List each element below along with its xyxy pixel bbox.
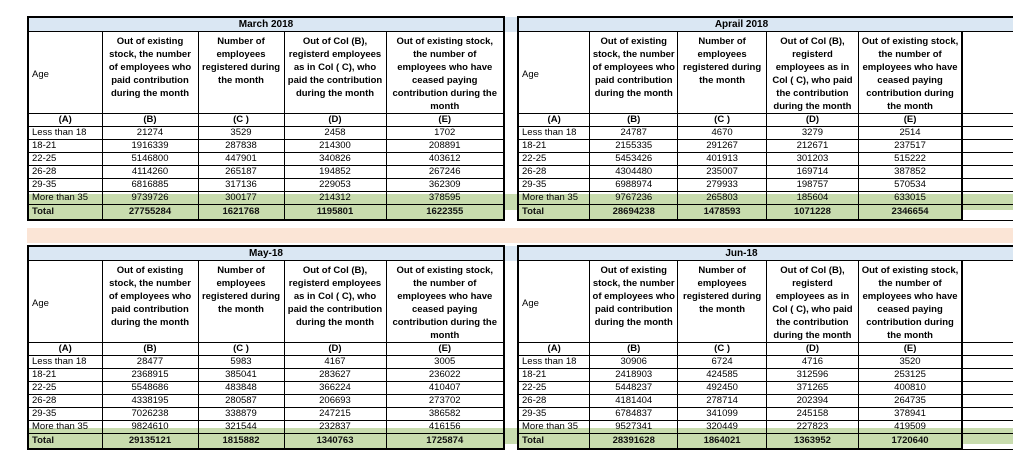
col-d-header-cell: Out of Col (B), registerd employees as in Col ( C), who paid the contribution during the month (284, 32, 386, 114)
column-letter-cell: (B) (590, 114, 678, 127)
age-group-cell: More than 35 (28, 421, 102, 434)
value-cell: 378595 (386, 192, 504, 205)
value-cell: 291267 (678, 140, 767, 153)
value-cell: 194852 (284, 166, 386, 179)
value-cell: 378941 (858, 408, 962, 421)
column-letter-cell: (E) (386, 343, 504, 356)
column-letter-cell: (E) (858, 114, 962, 127)
table-row (518, 192, 1013, 205)
value-cell: 169714 (767, 166, 859, 179)
total-value-cell: 28391628 (590, 434, 678, 450)
total-value-cell: 1071228 (767, 205, 859, 221)
value-cell: 321544 (198, 421, 284, 434)
empty-spill-cell (962, 421, 1013, 434)
age-header-cell: Age (28, 32, 102, 114)
table-row (518, 166, 1013, 179)
age-group-cell: 26-28 (28, 395, 102, 408)
total-value-cell: 27755284 (102, 205, 198, 221)
value-cell: 264735 (858, 395, 962, 408)
col-e-header-cell: Out of existing stock, the number of employees who have ceased paying contribution during the month (386, 32, 504, 114)
value-cell: 227823 (767, 421, 859, 434)
age-group-cell: 26-28 (28, 166, 102, 179)
value-cell: 212671 (767, 140, 859, 153)
value-cell: 283627 (284, 369, 386, 382)
age-group-cell: 22-25 (518, 153, 590, 166)
empty-spill-cell (962, 192, 1013, 205)
value-cell: 416156 (386, 421, 504, 434)
empty-spill-cell (962, 434, 1013, 450)
table-row (28, 395, 504, 408)
table-row (28, 421, 504, 434)
value-cell: 280587 (198, 395, 284, 408)
value-cell: 3520 (858, 356, 962, 369)
total-row (28, 434, 504, 450)
value-cell: 265803 (678, 192, 767, 205)
age-header-cell: Age (518, 261, 590, 343)
col-e-header-cell: Out of existing stock, the number of employees who have ceased paying contribution during the month (386, 261, 504, 343)
col-e-header-cell: Out of existing stock, the number of employees who have ceased paying contribution during the month (858, 32, 962, 114)
col-b-header-cell: Out of existing stock, the number of employees who paid contribution during the month (590, 261, 678, 343)
table-title-row (518, 17, 1013, 32)
total-label-cell: Total (28, 434, 102, 450)
month-table-april-2018 (517, 16, 1013, 221)
value-cell: 419509 (858, 421, 962, 434)
total-value-cell: 1622355 (386, 205, 504, 221)
table-row (518, 421, 1013, 434)
value-cell: 447901 (198, 153, 284, 166)
column-letter-row (518, 114, 1013, 127)
value-cell: 5146800 (102, 153, 198, 166)
value-cell: 4167 (284, 356, 386, 369)
value-cell: 202394 (767, 395, 859, 408)
value-cell: 515222 (858, 153, 962, 166)
value-cell: 4114260 (102, 166, 198, 179)
table-title-row (518, 246, 1013, 261)
table-row (28, 179, 504, 192)
value-cell: 366224 (284, 382, 386, 395)
value-cell: 1916339 (102, 140, 198, 153)
empty-spill-cell (962, 408, 1013, 421)
column-header-row (28, 32, 504, 114)
value-cell: 279933 (678, 179, 767, 192)
age-group-cell: 29-35 (28, 179, 102, 192)
column-letter-cell: (A) (518, 114, 590, 127)
total-value-cell: 1195801 (284, 205, 386, 221)
value-cell: 6784837 (590, 408, 678, 421)
value-cell: 235007 (678, 166, 767, 179)
empty-spill-cell (962, 343, 1013, 356)
value-cell: 4716 (767, 356, 859, 369)
value-cell: 267246 (386, 166, 504, 179)
table-row (518, 395, 1013, 408)
table-title: Aprail 2018 (518, 17, 1013, 32)
value-cell: 312596 (767, 369, 859, 382)
table-row (28, 369, 504, 382)
value-cell: 320449 (678, 421, 767, 434)
column-letter-cell: (B) (102, 114, 198, 127)
value-cell: 317136 (198, 179, 284, 192)
age-group-cell: 29-35 (28, 408, 102, 421)
value-cell: 245158 (767, 408, 859, 421)
table-row (518, 408, 1013, 421)
value-cell: 362309 (386, 179, 504, 192)
value-cell: 5448237 (590, 382, 678, 395)
age-header-cell: Age (518, 32, 590, 114)
month-table-march-2018 (27, 16, 505, 221)
empty-spill-cell (962, 127, 1013, 140)
value-cell: 338879 (198, 408, 284, 421)
value-cell: 3279 (767, 127, 859, 140)
age-group-cell: 29-35 (518, 408, 590, 421)
col-c-header-cell: Number of employees registered during the month (678, 261, 767, 343)
value-cell: 633015 (858, 192, 962, 205)
total-value-cell: 2346654 (858, 205, 962, 221)
empty-spill-cell (962, 382, 1013, 395)
table-row (28, 127, 504, 140)
total-label-cell: Total (28, 205, 102, 221)
value-cell: 3005 (386, 356, 504, 369)
column-letter-row (518, 343, 1013, 356)
value-cell: 6816885 (102, 179, 198, 192)
age-group-cell: 26-28 (518, 166, 590, 179)
total-value-cell: 1363952 (767, 434, 859, 450)
value-cell: 198757 (767, 179, 859, 192)
value-cell: 6724 (678, 356, 767, 369)
value-cell: 247215 (284, 408, 386, 421)
month-table-may-2018 (27, 245, 505, 450)
month-table-june-2018 (517, 245, 1013, 450)
column-letter-cell: (A) (518, 343, 590, 356)
table-row (28, 356, 504, 369)
value-cell: 4338195 (102, 395, 198, 408)
total-value-cell: 29135121 (102, 434, 198, 450)
col-c-header-cell: Number of employees registered during the month (198, 32, 284, 114)
age-group-cell: 22-25 (28, 382, 102, 395)
value-cell: 214300 (284, 140, 386, 153)
column-letter-cell: (A) (28, 343, 102, 356)
value-cell: 208891 (386, 140, 504, 153)
col-c-header-cell: Number of employees registered during the month (678, 32, 767, 114)
value-cell: 206693 (284, 395, 386, 408)
empty-spill-cell (962, 140, 1013, 153)
total-value-cell: 1478593 (678, 205, 767, 221)
age-group-cell: 18-21 (28, 369, 102, 382)
table-row (28, 166, 504, 179)
table-row (518, 369, 1013, 382)
value-cell: 341099 (678, 408, 767, 421)
separator-band (27, 228, 1013, 243)
value-cell: 4304480 (590, 166, 678, 179)
value-cell: 229053 (284, 179, 386, 192)
column-letter-cell: (D) (767, 114, 859, 127)
table-row (518, 382, 1013, 395)
value-cell: 3529 (198, 127, 284, 140)
empty-spill-cell (962, 205, 1013, 221)
column-letter-cell: (C ) (198, 114, 284, 127)
table-title: Jun-18 (518, 246, 1013, 261)
table-row (28, 140, 504, 153)
table-title: March 2018 (28, 17, 504, 32)
value-cell: 400810 (858, 382, 962, 395)
total-value-cell: 1621768 (198, 205, 284, 221)
value-cell: 185604 (767, 192, 859, 205)
total-value-cell: 1720640 (858, 434, 962, 450)
value-cell: 4670 (678, 127, 767, 140)
column-header-row (28, 261, 504, 343)
value-cell: 410407 (386, 382, 504, 395)
column-letter-cell: (E) (858, 343, 962, 356)
total-row (28, 205, 504, 221)
value-cell: 214312 (284, 192, 386, 205)
value-cell: 385041 (198, 369, 284, 382)
column-letter-cell: (D) (767, 343, 859, 356)
age-group-cell: Less than 18 (28, 127, 102, 140)
total-value-cell: 28694238 (590, 205, 678, 221)
value-cell: 492450 (678, 382, 767, 395)
value-cell: 278714 (678, 395, 767, 408)
table-row (518, 179, 1013, 192)
column-header-row (518, 261, 1013, 343)
value-cell: 287838 (198, 140, 284, 153)
empty-spill-cell (962, 395, 1013, 408)
column-letter-cell: (E) (386, 114, 504, 127)
value-cell: 2458 (284, 127, 386, 140)
value-cell: 301203 (767, 153, 859, 166)
table-title-row (28, 17, 504, 32)
age-group-cell: 22-25 (518, 382, 590, 395)
value-cell: 237517 (858, 140, 962, 153)
column-header-row (518, 32, 1013, 114)
value-cell: 570534 (858, 179, 962, 192)
value-cell: 2155335 (590, 140, 678, 153)
age-group-cell: 18-21 (28, 140, 102, 153)
table-title: May-18 (28, 246, 504, 261)
empty-spill-cell (962, 261, 1013, 343)
empty-spill-cell (962, 153, 1013, 166)
col-c-header-cell: Number of employees registered during the month (198, 261, 284, 343)
column-letter-row (28, 343, 504, 356)
col-b-header-cell: Out of existing stock, the number of employees who paid contribution during the month (102, 32, 198, 114)
value-cell: 424585 (678, 369, 767, 382)
table-row (28, 408, 504, 421)
value-cell: 21274 (102, 127, 198, 140)
value-cell: 2368915 (102, 369, 198, 382)
age-group-cell: 22-25 (28, 153, 102, 166)
col-b-header-cell: Out of existing stock, the number of employees who paid contribution during the month (102, 261, 198, 343)
age-group-cell: 18-21 (518, 140, 590, 153)
value-cell: 24787 (590, 127, 678, 140)
age-group-cell: Less than 18 (518, 127, 590, 140)
total-label-cell: Total (518, 434, 590, 450)
column-letter-cell: (C ) (678, 114, 767, 127)
column-letter-cell: (B) (102, 343, 198, 356)
age-group-cell: 26-28 (518, 395, 590, 408)
col-d-header-cell: Out of Col (B), registerd employees as in Col ( C), who paid the contribution during the month (284, 261, 386, 343)
value-cell: 4181404 (590, 395, 678, 408)
value-cell: 2514 (858, 127, 962, 140)
age-group-cell: More than 35 (518, 192, 590, 205)
table-row (518, 153, 1013, 166)
value-cell: 7026238 (102, 408, 198, 421)
value-cell: 236022 (386, 369, 504, 382)
col-d-header-cell: Out of Col (B), registerd employees as in Col ( C), who paid the contribution during the month (767, 32, 859, 114)
age-group-cell: 18-21 (518, 369, 590, 382)
value-cell: 253125 (858, 369, 962, 382)
table-row (518, 140, 1013, 153)
empty-spill-cell (962, 114, 1013, 127)
value-cell: 9767236 (590, 192, 678, 205)
value-cell: 9824610 (102, 421, 198, 434)
value-cell: 483848 (198, 382, 284, 395)
value-cell: 401913 (678, 153, 767, 166)
value-cell: 371265 (767, 382, 859, 395)
value-cell: 9739726 (102, 192, 198, 205)
total-value-cell: 1864021 (678, 434, 767, 450)
value-cell: 28477 (102, 356, 198, 369)
table-row (518, 356, 1013, 369)
empty-spill-cell (962, 166, 1013, 179)
table-row (28, 153, 504, 166)
value-cell: 2418903 (590, 369, 678, 382)
value-cell: 387852 (858, 166, 962, 179)
total-row (518, 434, 1013, 450)
table-row (518, 127, 1013, 140)
total-value-cell: 1815882 (198, 434, 284, 450)
value-cell: 265187 (198, 166, 284, 179)
value-cell: 300177 (198, 192, 284, 205)
column-letter-row (28, 114, 504, 127)
column-letter-cell: (D) (284, 343, 386, 356)
column-letter-cell: (C ) (198, 343, 284, 356)
col-e-header-cell: Out of existing stock, the number of employees who have ceased paying contribution during the month (858, 261, 962, 343)
value-cell: 386582 (386, 408, 504, 421)
value-cell: 1702 (386, 127, 504, 140)
total-value-cell: 1725874 (386, 434, 504, 450)
age-group-cell: More than 35 (518, 421, 590, 434)
age-group-cell: More than 35 (28, 192, 102, 205)
empty-spill-cell (962, 369, 1013, 382)
column-letter-cell: (D) (284, 114, 386, 127)
age-group-cell: Less than 18 (518, 356, 590, 369)
total-label-cell: Total (518, 205, 590, 221)
value-cell: 5453426 (590, 153, 678, 166)
col-b-header-cell: Out of existing stock, the number of employees who paid contribution during the month (590, 32, 678, 114)
age-header-cell: Age (28, 261, 102, 343)
value-cell: 6988974 (590, 179, 678, 192)
col-d-header-cell: Out of Col (B), registerd employees as in Col ( C), who paid the contribution during the month (767, 261, 859, 343)
empty-spill-cell (962, 356, 1013, 369)
empty-spill-cell (962, 32, 1013, 114)
total-value-cell: 1340763 (284, 434, 386, 450)
value-cell: 403612 (386, 153, 504, 166)
empty-spill-cell (962, 179, 1013, 192)
value-cell: 30906 (590, 356, 678, 369)
table-title-row (28, 246, 504, 261)
value-cell: 273702 (386, 395, 504, 408)
age-group-cell: 29-35 (518, 179, 590, 192)
column-letter-cell: (A) (28, 114, 102, 127)
total-row (518, 205, 1013, 221)
value-cell: 340826 (284, 153, 386, 166)
table-row (28, 382, 504, 395)
value-cell: 5983 (198, 356, 284, 369)
column-letter-cell: (C ) (678, 343, 767, 356)
value-cell: 9527341 (590, 421, 678, 434)
table-row (28, 192, 504, 205)
age-group-cell: Less than 18 (28, 356, 102, 369)
value-cell: 232837 (284, 421, 386, 434)
column-letter-cell: (B) (590, 343, 678, 356)
value-cell: 5548686 (102, 382, 198, 395)
